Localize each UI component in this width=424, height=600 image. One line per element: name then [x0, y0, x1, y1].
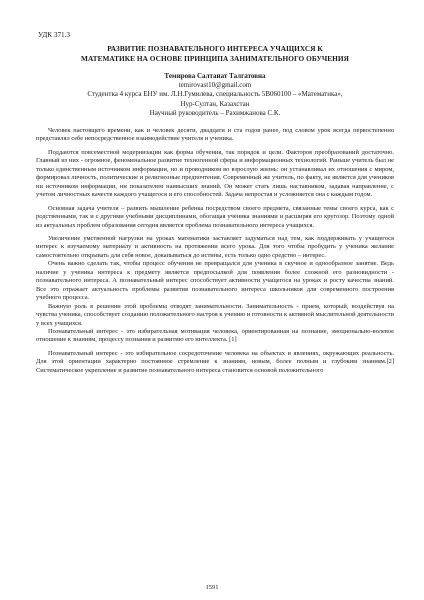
paragraph-4: Увеличение умственной нагрузки на уроках математики заставляет задуматься над тем, как поддерживать у учащегося интерес к изучаемому материалу и активность на протяжении всего урока. Для того чтобы пробудить у ученика желание самостоятельно открывать для себя новое, докапываться до истины, есть только одно средство – интерес.	[36, 235, 394, 259]
udc-code: УДК 371.3	[38, 31, 71, 39]
author-name: Темирова Салтанат Талгатовна	[164, 72, 266, 80]
article-body	[36, 127, 394, 375]
article-title-line-2: МАТЕМАТИКЕ НА ОСНОВЕ ПРИНЦИПА ЗАНИМАТЕЛЬНОГО ОБУЧЕНИЯ	[81, 53, 349, 63]
author-city: Нур-Султан, Казахстан	[180, 99, 250, 108]
paragraph-7: Познавательный интерес - это избирательная мотивация человека, ориентированная на познание, эмоционально-волевое отношение к знаниям, процессу познания и развитию его интеллекта. [1]	[36, 327, 394, 344]
article-title-line-1: РАЗВИТИЕ ПОЗНАВАТЕЛЬНОГО ИНТЕРЕСА УЧАЩИХСЯ К	[107, 44, 323, 53]
paragraph-8: Познавательный интерес - это избирательное сосредоточение человека на объектах и явлениях, окружающих реальность. Для этой ориентации характерно постоянное стремление к знаниям, новым, более полным и глубоким знаниям.[2] Систематическое укрепление и развитие познавательного интереса становится основой положительного	[36, 349, 394, 374]
paragraph-1: Человек настоящего времени, как и человек десяти, двадцати и ста годов ранее, под словом урок всегда первостепенно представлял себе непосредственное взаимодействие учителя и ученика.	[36, 127, 394, 143]
author-affiliation: Студентка 4 курса ЕНУ им. Л.Н.Гумилева, специальность 5В060100 – «Математика»,	[87, 90, 343, 99]
paragraph-6: Важную роль в решении этой проблемы отводят занимательности. Занимательность - прием, который, воздействуя на чувства ученика, способствует созданию положительного настроя к учению и готовности к активной мыслительной деятельности у всех учащихся.	[36, 302, 394, 327]
author-email[interactable]: temirovast10@gmail.com	[178, 81, 252, 90]
author-supervisor: Научный руководитель – Рахимжанова С.К.	[149, 108, 281, 117]
paragraph-5: Очень важно сделать так, чтобы процесс обучения не превращался для ученика в скучное и однообразное занятие. Ведь наличие у ученика интереса к предмету является предпосылкой для появления более сложной его разновидности - познавательного интереса. А познавательный интерес способствует активности учащегося на уроках и росту качества знаний. Все это отражает актуальность проблемы развития познавательного интереса школьников для современного построения учебного процесса.	[36, 260, 394, 302]
paragraph-3: Основная задача учителя – развить мышление ребенка посредством своего предмета, связанные темы своего курса, как с родственными, так и с другими учебными дисциплинами, обогащая ученика знаниями и расширяя его кругозор. Поэтому одной из актуальных проблем образования сегодня является проблема познавательного интереса учащихся.	[36, 204, 394, 229]
page-number: 1591	[205, 584, 219, 591]
article-title	[36, 44, 394, 63]
author-block	[36, 72, 394, 118]
paragraph-2: Поддаются повсеместной модернизации как форма обучения, так порядок и цели. Факторов преобразований достаточно. Главный из них - огромное, феноменальное развитие техногенной сферы и информационных технологий. Раньше учитель был не только единственным источником информации, но и проводником во взрослую жизнь: он устанавливал их отношения с миром, формировал личность, политические и религиозные предпочтения. Современный же учитель, по факту, не является для учеников ни источником информации, ни показателем наивысших знаний. Он может стать лишь наставником, задавая направление, с учетом личностных качеств каждого учащегося и его способностей. Задача непростая и усложняется она с каждым годом.	[36, 148, 394, 199]
